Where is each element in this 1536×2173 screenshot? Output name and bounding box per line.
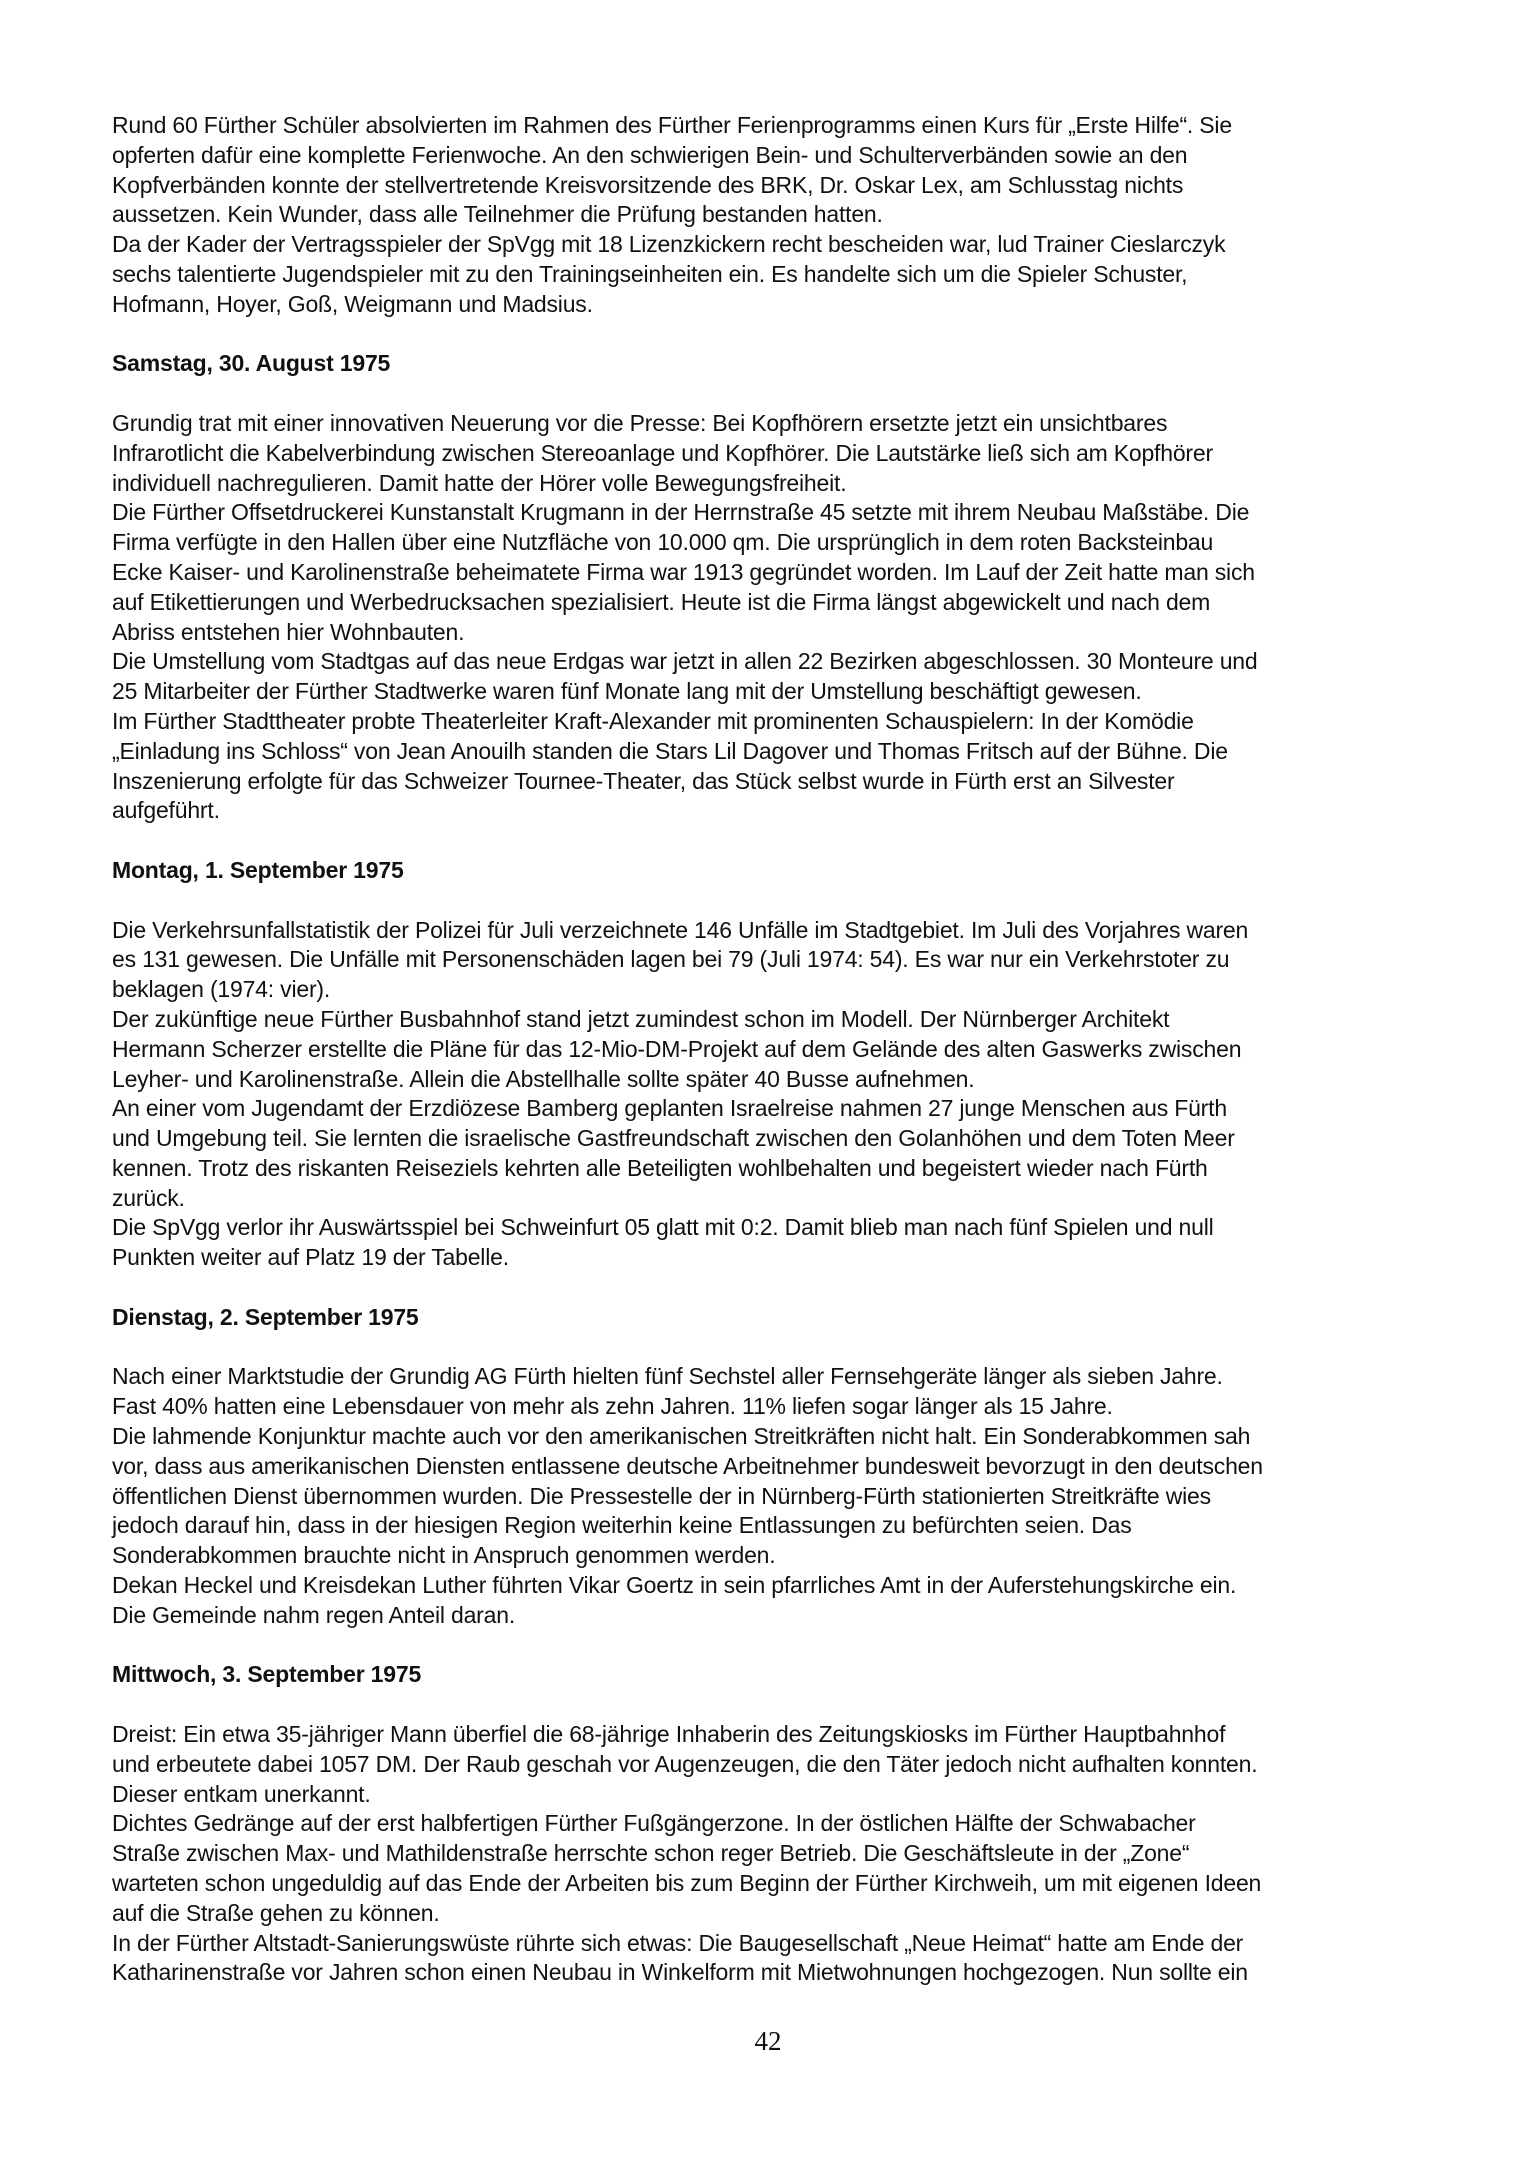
text-line: Kopfverbänden konnte der stellvertretende Kreisvorsitzende des BRK, Dr. Oskar Lex, am Schlusstag nichts bbox=[112, 171, 1184, 198]
text-line: Firma verfügte in den Hallen über eine Nutzfläche von 10.000 qm. Die ursprünglich in dem roten Backsteinbau bbox=[112, 529, 1214, 556]
text-line: und erbeutete dabei 1057 DM. Der Raub geschah vor Augenzeugen, die den Täter jedoch nicht aufhalten konnten. bbox=[112, 1750, 1258, 1777]
spacer bbox=[112, 1273, 1452, 1303]
text-line: Der zukünftige neue Fürther Busbahnhof stand jetzt zumindest schon im Modell. Der Nürnberger Architekt bbox=[112, 1005, 1170, 1032]
text-line: Katharinenstraße vor Jahren schon einen Neubau in Winkelform mit Mietwohnungen hochgezogen. Nun sollte ein bbox=[112, 1959, 1248, 1986]
text-line: Die Verkehrsunfallstatistik der Polizei für Juli verzeichnete 146 Unfälle im Stadtgebiet. Im Juli des Vorjahres waren bbox=[112, 916, 1249, 943]
text-line: jedoch darauf hin, dass in der hiesigen Region weiterhin keine Entlassungen zu befürchten seien. Das bbox=[112, 1512, 1132, 1539]
spacer bbox=[112, 886, 1452, 916]
spacer bbox=[112, 379, 1452, 409]
text-line: Die Fürther Offsetdruckerei Kunstanstalt Krugmann in der Herrnstraße 45 setzte mit ihrem Neubau Maßstäbe. Die bbox=[112, 499, 1250, 526]
text-line: und Umgebung teil. Sie lernten die israelische Gastfreundschaft zwischen den Golanhöhen und dem Toten Meer bbox=[112, 1125, 1235, 1152]
text-line: In der Fürther Altstadt-Sanierungswüste rührte sich etwas: Die Baugesellschaft „Neue Heimat“ hatte am Ende der bbox=[112, 1929, 1244, 1956]
text-line: Da der Kader der Vertragsspieler der SpVgg mit 18 Lizenzkickern recht bescheiden war, lud Trainer Cieslarczyk bbox=[112, 231, 1226, 258]
text-line: Hermann Scherzer erstellte die Pläne für das 12-Mio-DM-Projekt auf dem Gelände des alten Gaswerks zwischen bbox=[112, 1035, 1242, 1062]
text-line: Abriss entstehen hier Wohnbauten. bbox=[112, 618, 465, 645]
text-line: Sonderabkommen brauchte nicht in Anspruch genommen werden. bbox=[112, 1542, 776, 1569]
text-line: Im Fürther Stadttheater probte Theaterleiter Kraft-Alexander mit prominenten Schauspielern: In der Komödie bbox=[112, 707, 1194, 734]
spacer bbox=[112, 826, 1452, 856]
paragraph bbox=[112, 409, 1452, 826]
text-line: Leyher- und Karolinenstraße. Allein die Abstellhalle sollte später 40 Busse aufnehmen. bbox=[112, 1065, 975, 1092]
text-line: Hofmann, Hoyer, Goß, Weigmann und Madsius. bbox=[112, 290, 593, 317]
text-line: Die Umstellung vom Stadtgas auf das neue Erdgas war jetzt in allen 22 Bezirken abgeschlossen. 30 Monteure und bbox=[112, 648, 1258, 675]
text-line: auf Etikettierungen und Werbedrucksachen spezialisiert. Heute ist die Firma längst abgewickelt und nach dem bbox=[112, 588, 1211, 615]
text-line: beklagen (1974: vier). bbox=[112, 976, 331, 1003]
text-line: auf die Straße gehen zu können. bbox=[112, 1899, 440, 1926]
text-line: sechs talentierte Jugendspieler mit zu den Trainingseinheiten ein. Es handelte sich um die Spieler Schuster, bbox=[112, 260, 1188, 287]
text-line: Dreist: Ein etwa 35-jähriger Mann überfiel die 68-jährige Inhaberin des Zeitungskiosks im Fürther Hauptbahnhof bbox=[112, 1721, 1226, 1748]
text-line: „Einladung ins Schloss“ von Jean Anouilh standen die Stars Lil Dagover und Thomas Fritsch auf der Bühne. Die bbox=[112, 737, 1228, 764]
text-line: warteten schon ungeduldig auf das Ende der Arbeiten bis zum Beginn der Fürther Kirchweih, um mit eigenen Ideen bbox=[112, 1870, 1262, 1897]
text-line: kennen. Trotz des riskanten Reiseziels kehrten alle Beteiligten wohlbehalten und begeistert wieder nach Fürth bbox=[112, 1154, 1208, 1181]
text-line: Fast 40% hatten eine Lebensdauer von mehr als zehn Jahren. 11% liefen sogar länger als 15 Jahre. bbox=[112, 1393, 1113, 1420]
text-line: 25 Mitarbeiter der Fürther Stadtwerke waren fünf Monate lang mit der Umstellung beschäftigt gewesen. bbox=[112, 678, 1142, 705]
text-line: Dichtes Gedränge auf der erst halbfertigen Fürther Fußgängerzone. In der östlichen Hälfte der Schwabacher bbox=[112, 1810, 1196, 1837]
text-line: opferten dafür eine komplette Ferienwoche. An den schwierigen Bein- und Schulterverbänden sowie an den bbox=[112, 141, 1188, 168]
text-line: aufgeführt. bbox=[112, 797, 220, 824]
text-line: Nach einer Marktstudie der Grundig AG Fürth hielten fünf Sechstel aller Fernsehgeräte länger als sieben Jahre. bbox=[112, 1363, 1223, 1390]
text-line: Grundig trat mit einer innovativen Neuerung vor die Presse: Bei Kopfhörern ersetzte jetzt ein unsichtbares bbox=[112, 409, 1168, 436]
document-body bbox=[112, 111, 1452, 1988]
text-line: vor, dass aus amerikanischen Diensten entlassene deutsche Arbeitnehmer bundesweit bevorzugt in den deutschen bbox=[112, 1452, 1263, 1479]
date-heading: Montag, 1. September 1975 bbox=[112, 856, 404, 883]
page-number: 42 bbox=[754, 2026, 782, 2056]
date-heading: Samstag, 30. August 1975 bbox=[112, 350, 391, 377]
text-line: es 131 gewesen. Die Unfälle mit Personenschäden lagen bei 79 (Juli 1974: 54). Es war nur ein Verkehrstoter zu bbox=[112, 946, 1230, 973]
text-line: Punkten weiter auf Platz 19 der Tabelle. bbox=[112, 1244, 509, 1271]
paragraph bbox=[112, 1362, 1452, 1630]
text-line: Die Gemeinde nahm regen Anteil daran. bbox=[112, 1601, 516, 1628]
date-heading: Dienstag, 2. September 1975 bbox=[112, 1303, 419, 1330]
text-line: An einer vom Jugendamt der Erzdiözese Bamberg geplanten Israelreise nahmen 27 junge Menschen aus Fürth bbox=[112, 1095, 1227, 1122]
text-line: aussetzen. Kein Wunder, dass alle Teilnehmer die Prüfung bestanden hatten. bbox=[112, 201, 883, 228]
text-line: Die lahmende Konjunktur machte auch vor den amerikanischen Streitkräften nicht halt. Ein Sonderabkommen sah bbox=[112, 1423, 1251, 1450]
text-line: Inszenierung erfolgte für das Schweizer Tournee-Theater, das Stück selbst wurde in Fürth erst an Silvester bbox=[112, 767, 1175, 794]
spacer bbox=[112, 1690, 1452, 1720]
text-line: Dieser entkam unerkannt. bbox=[112, 1780, 371, 1807]
text-line: individuell nachregulieren. Damit hatte der Hörer volle Bewegungsfreiheit. bbox=[112, 469, 847, 496]
date-heading: Mittwoch, 3. September 1975 bbox=[112, 1661, 422, 1688]
paragraph bbox=[112, 111, 1452, 320]
text-line: Infrarotlicht die Kabelverbindung zwischen Stereoanlage und Kopfhörer. Die Lautstärke ließ sich am Kopfhörer bbox=[112, 439, 1213, 466]
text-line: Dekan Heckel und Kreisdekan Luther führten Vikar Goertz in sein pfarrliches Amt in der Auferstehungskirche ein. bbox=[112, 1572, 1237, 1599]
spacer bbox=[112, 320, 1452, 350]
text-line: Ecke Kaiser- und Karolinenstraße beheimatete Firma war 1913 gegründet worden. Im Lauf der Zeit hatte man sich bbox=[112, 558, 1255, 585]
spacer bbox=[112, 1631, 1452, 1661]
text-line: zurück. bbox=[112, 1184, 185, 1211]
text-line: Straße zwischen Max- und Mathildenstraße herrschte schon reger Betrieb. Die Geschäftsleute in der „Zone“ bbox=[112, 1840, 1190, 1867]
text-line: Die SpVgg verlor ihr Auswärtsspiel bei Schweinfurt 05 glatt mit 0:2. Damit blieb man nach fünf Spielen und null bbox=[112, 1214, 1214, 1241]
text-line: öffentlichen Dienst übernommen wurden. Die Pressestelle der in Nürnberg-Fürth stationierten Streitkräfte wies bbox=[112, 1482, 1211, 1509]
paragraph bbox=[112, 1720, 1452, 1988]
paragraph bbox=[112, 916, 1452, 1274]
spacer bbox=[112, 1333, 1452, 1363]
text-line: Rund 60 Fürther Schüler absolvierten im Rahmen des Fürther Ferienprogramms einen Kurs für „Erste Hilfe“. Sie bbox=[112, 112, 1232, 138]
